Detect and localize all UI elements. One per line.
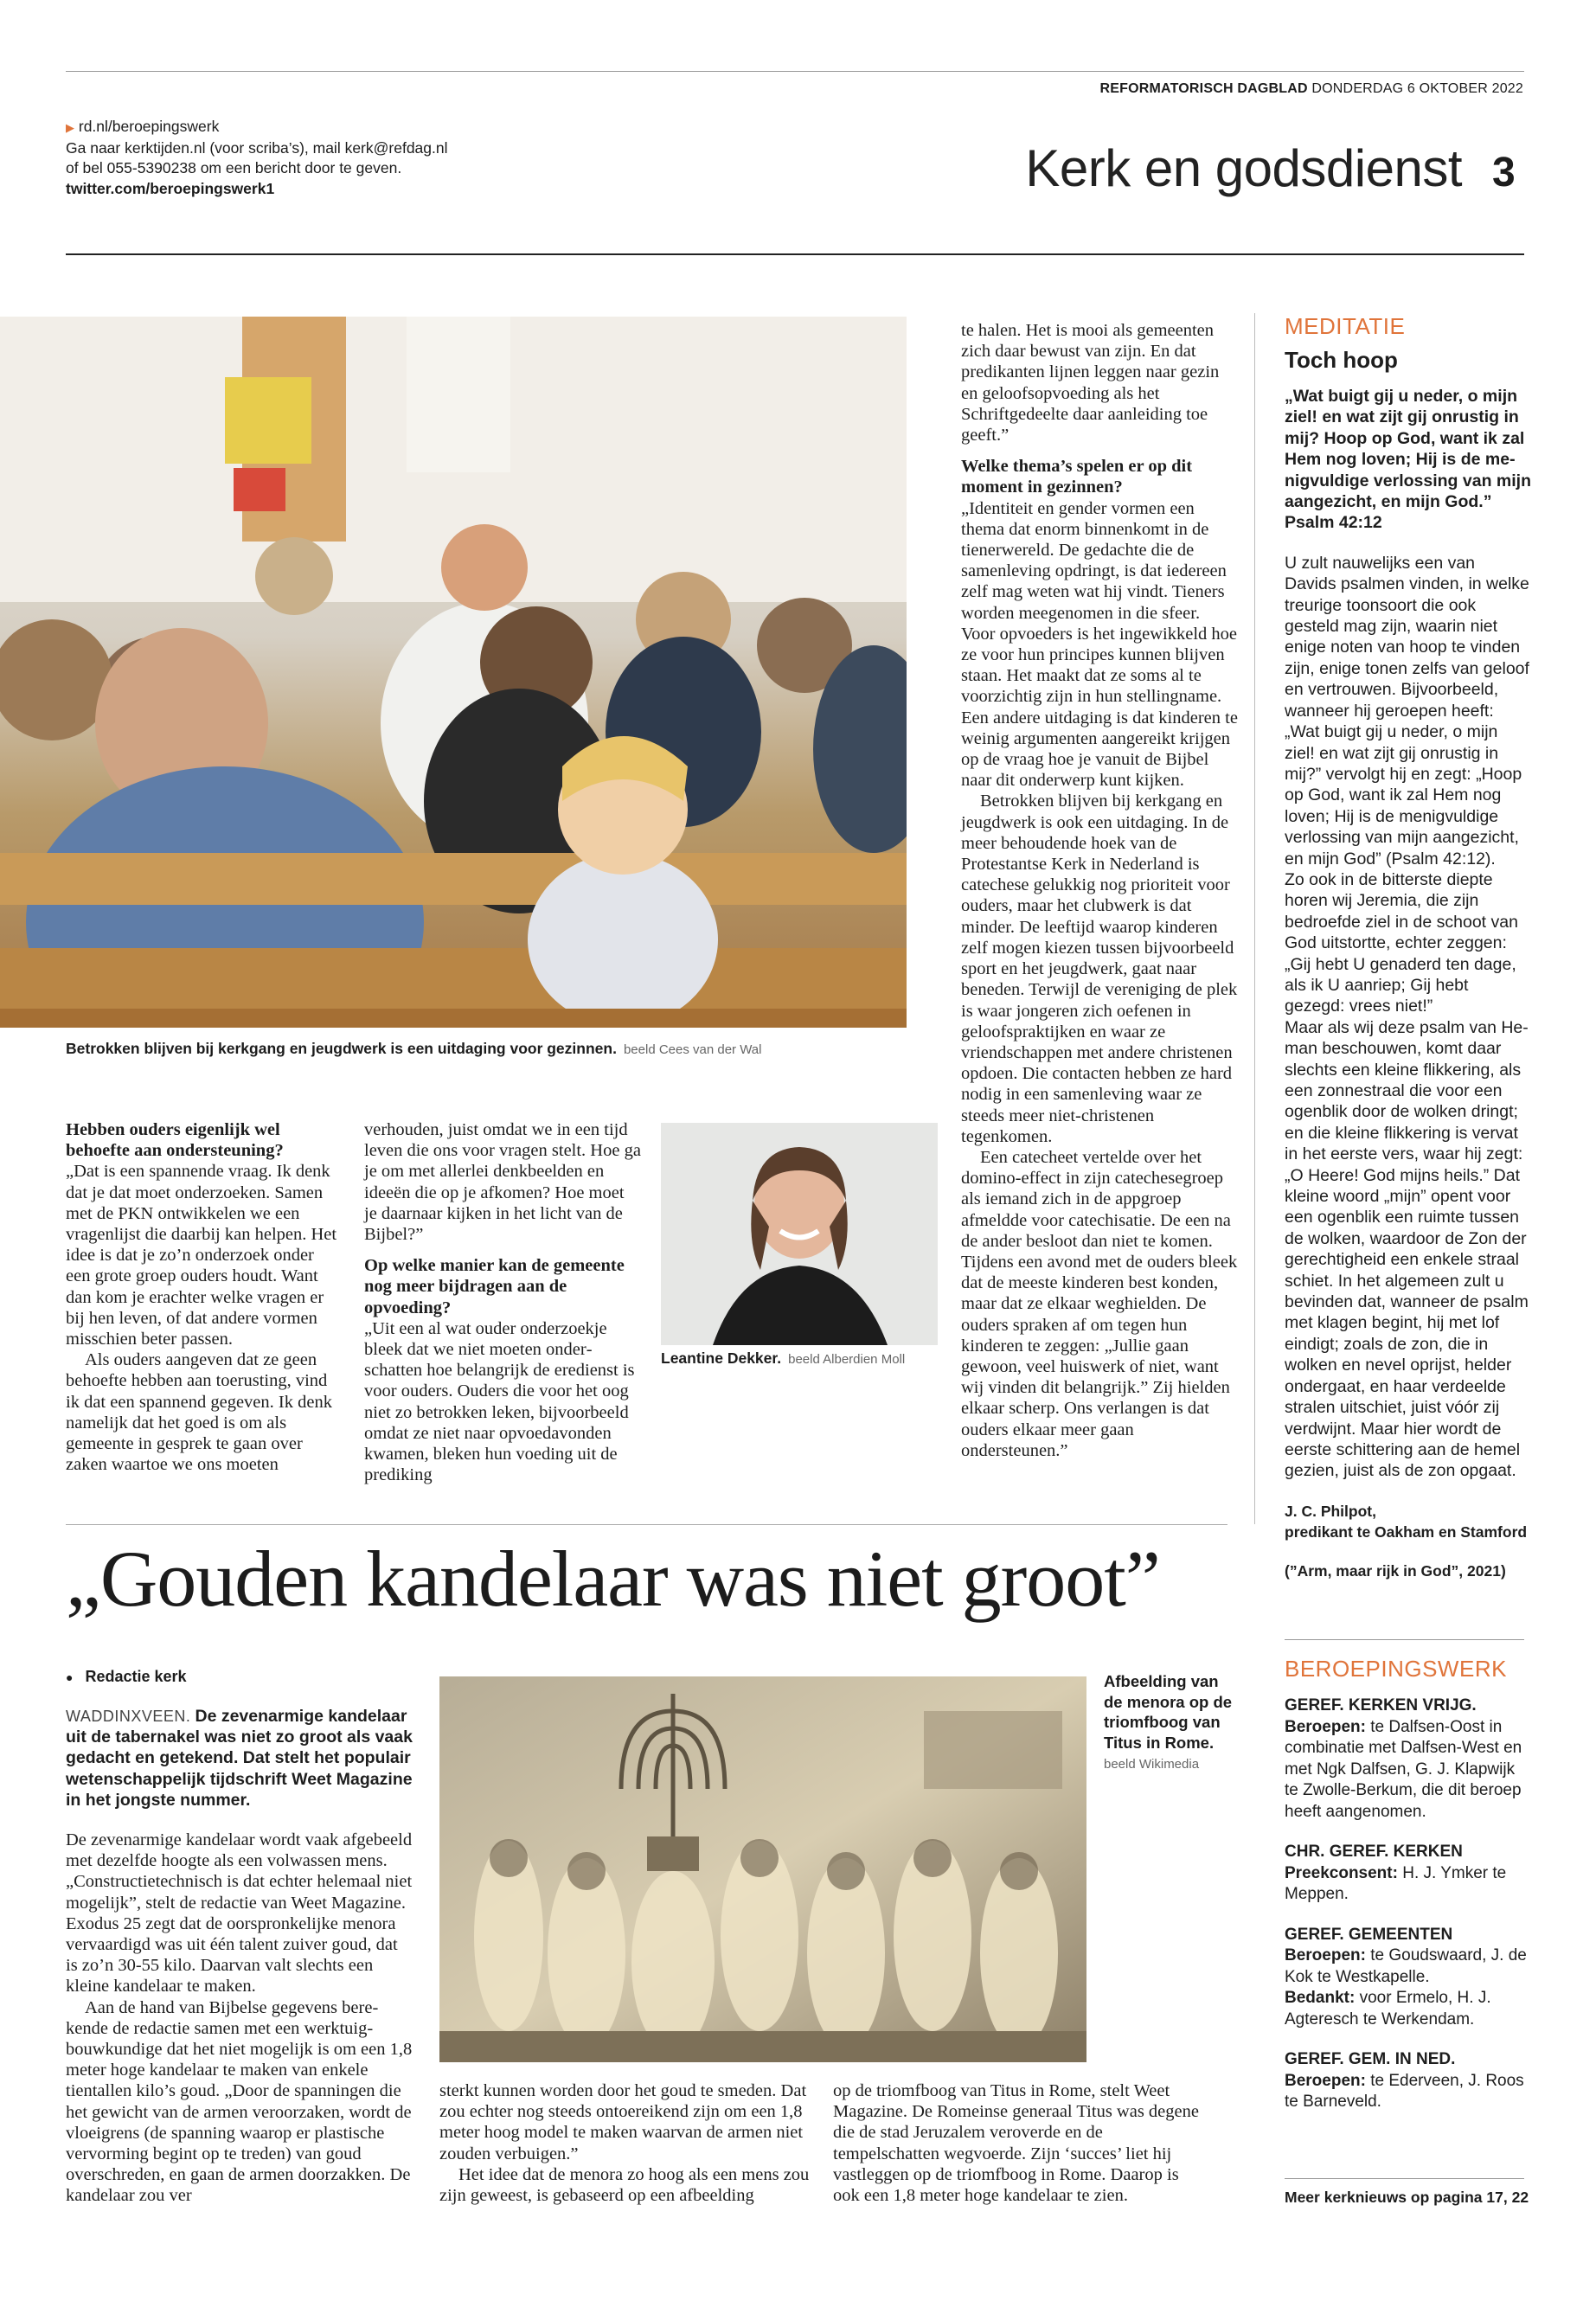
interview-paragraph: „Identiteit en gender vormen een thema dat enorm binnenkomt in de tienerwereld. De gedachte die de samenleving opdringt, is dat iedereen zelf mag weten wat hij vindt. Tieners worden meegenomen in die sfeer. Voor opvoeders is het ingewikkeld hoe ze voor hun principes kunnen blijven staan. Het maakt dat ze soms al te voorzichtig zijn in hun stellingname. Een andere uitdaging is dat kinderen te weinig argumenten aangereikt krijgen op de vraag hoe je vanuit de Bijbel naar dit onderwerp kunt kijken. <box>961 498 1238 791</box>
page-number: 3 <box>1492 150 1516 195</box>
entry-text: te Goudswaard, J. de Kok te Westkapelle. <box>1285 1946 1527 1986</box>
issue-date: DONDERDAG 6 OKTOBER 2022 <box>1311 81 1523 96</box>
top-photo-caption-text: Betrokken blijven bij kerkgang en jeugdwerk is een uitdaging voor gezinnen. <box>66 1040 617 1057</box>
entry-kind: Preekconsent: <box>1285 1863 1398 1882</box>
beroepingswerk-bottom-rule <box>1285 2178 1524 2179</box>
entry-text: te Ederveen, J. Roos te Barneveld. <box>1285 2071 1524 2111</box>
portrait-photo <box>661 1123 938 1345</box>
paper-name: REFORMATORISCH DAGBLAD <box>1099 81 1308 96</box>
interview-question: Hebben ouders eigenlijk wel behoefte aan ondersteuning? <box>66 1120 284 1161</box>
byline <box>66 1668 187 1686</box>
top-photo-credit: beeld Cees van der Wal <box>623 1042 762 1057</box>
meditatie-author-role: predikant te Oakham en Stamford <box>1285 1523 1528 1541</box>
entry-kind: Beroepen: <box>1285 1717 1366 1736</box>
beroep-entry <box>1285 2071 1531 2113</box>
menora-photo <box>439 1676 1086 2062</box>
denomination-name: GEREF. KERKEN VRIJG. <box>1285 1696 1477 1715</box>
meditatie-label: MEDITATIE <box>1285 313 1406 339</box>
sidebar-divider <box>1254 313 1255 1524</box>
article-lead: De zevenarmige kandelaar uit de tabernakel was niet zo groot als vaak gedacht en getekend. Dat stelt het populair wetenschappelijk tijdschrift Weet Magazine in het jongste nummer. <box>66 1707 413 1810</box>
denomination-name: CHR. GEREF. KERKEN <box>1285 1843 1463 1861</box>
entry-kind: Beroepen: <box>1285 1946 1366 1965</box>
denomination-name: GEREF. GEM. IN NED. <box>1285 2050 1456 2068</box>
portrait-caption-text: Leantine Dekker. <box>661 1349 782 1367</box>
interview-question: Op welke manier kan de gemeente nog meer bijdragen aan de opvoeding? <box>364 1256 625 1317</box>
top-rule <box>66 71 1524 72</box>
entry-kind: Beroepen: <box>1285 2071 1366 2090</box>
beroepingswerk-link[interactable]: rd.nl/beroepingswerk <box>78 118 220 135</box>
menora-relief-illustration <box>439 1676 1086 2062</box>
meditatie-title: Toch hoop <box>1285 347 1398 373</box>
interview-paragraph: Betrokken blijven bij kerkgang en jeugdwerk is ook een uitdaging. In de meer behoudende hoek van de Protestantse Kerk in Nederland is catechese gelukkig nog prioriteit voor ouders, maar het clubwerk is dat minder. De leeftijd waarop kinderen zelf mogen kiezen tussen bijvoorbeeld sport en het jeugdwerk, gaat naar beneden. Terwijl de vereniging de plek is waar jongeren zich oefenen in geloofspraktijken en waar ze vriendschappen met andere christenen opdoen. Die contacten hebben ze hard nodig in een samenleving waar ze steeds meer niet-christenen tegenkomen. <box>961 792 1238 1146</box>
beroep-entry <box>1285 1863 1531 1906</box>
article-paragraph: sterkt kunnen worden door het goud te smeden. Dat zou echter nog steeds ontoereikend zijn om een 1,8 meter hoog model te maken waarvan de armen niet zouden verbuigen.” <box>439 2081 807 2163</box>
portrait-credit: beeld Alberdien Moll <box>788 1352 906 1367</box>
interview-column-1 <box>66 1119 343 1475</box>
paper-dateline <box>1100 81 1524 97</box>
interview-column-2 <box>364 1119 641 1485</box>
interview-question: Welke thema’s spelen er op dit moment in gezinnen? <box>961 457 1193 497</box>
beroepingswerk-label: BEROEPINGSWERK <box>1285 1656 1507 1682</box>
arrow-right-icon: ▶ <box>66 121 74 134</box>
menora-caption-text: Afbeelding van de menora op de triomfboog van Titus in Rome. <box>1104 1672 1233 1752</box>
bullet-icon: ● <box>66 1670 74 1684</box>
interview-paragraph: Een catecheet vertelde over het domino-effect in zijn catechesegroep als iemand zich in de appgroep afmeldde voor catechisatie. De een na de ander besloot dan niet te komen. Tijdens een avond met de ouders bleek dat de meeste kinderen best konden, maar dat ze elkaar weghielden. De ouders spraken af om tegen hun kinderen te zeggen: „Jullie gaan gewoon, veel huiswerk of niet, want wij vinden dit belangrijk.” Zij hielden elkaar scherp. Ons verlangen is dat ouders elkaar meer gaan ondersteunen.” <box>961 1147 1238 1460</box>
beroep-entry <box>1285 1945 1531 1988</box>
article-headline: „Gouden kandelaar was niet groot” <box>66 1535 1160 1623</box>
interview-paragraph: Als ouders aangeven dat ze geen behoefte hebben aan toerusting, vind ik dat een spannend gegeven. Ik denk namelijk dat het goed is om als gemeente in gesprek te gaan over zaken waartoe we ons moeten <box>66 1350 332 1475</box>
beroep-entry <box>1285 1717 1531 1823</box>
menora-caption <box>1104 1671 1234 1775</box>
portrait-illustration <box>661 1123 938 1345</box>
article-column-1 <box>66 1706 413 2207</box>
beroepingswerk-block <box>1285 1654 1531 2113</box>
article-paragraph: Het idee dat de menora zo hoog als een mens zou zijn geweest, is gebaseerd op een afbeelding <box>439 2164 810 2206</box>
entry-kind: Bedankt: <box>1285 1989 1356 2007</box>
section-title: Kerk en godsdienst <box>1025 139 1462 197</box>
entry-text: te Dalfsen-Oost in combinatie met Dalfsen-West en met Ngk Dalfsen, G. J. Klapwijk te Zwolle-Berkum, die dit beroep heeft aangenomen. <box>1285 1717 1522 1821</box>
top-photo-caption <box>66 1040 761 1058</box>
article-paragraph: op de triomfboog van Titus in Rome, stelt Weet Magazine. De Romeinse generaal Titus was degene die de stad Jeruzalem veroverde en de tempelschatten wegvoerde. Zijn ‘succes’ liet hij vastleggen op de triomfboog in Rome. Daarop is ook een 1,8 meter hoge kandelaar te zien. <box>833 2081 1199 2206</box>
meditatie-ref: Psalm 42:12 <box>1285 513 1382 533</box>
meditatie-block <box>1285 311 1531 1581</box>
menora-credit: beeld Wikimedia <box>1104 1757 1200 1772</box>
meditatie-author: J. C. Philpot, <box>1285 1502 1376 1520</box>
beroep-entry <box>1285 1988 1531 2030</box>
entry-text: voor Ermelo, H. J. Agteresch te Werkendam. <box>1285 1989 1491 2029</box>
interview-paragraph: te halen. Het is mooi als gemeenten zich daar bewust van zijn. En dat predikanten lijnen leggen naar gezin en geloofsopvoeding als het Schriftgedeelte daar aanleiding toe geeft.” <box>961 321 1220 445</box>
portrait-caption <box>661 1349 905 1368</box>
meditatie-source: (”Arm, maar rijk in God”, 2021) <box>1285 1561 1506 1580</box>
header-rule <box>66 253 1524 255</box>
article-paragraph: Aan de hand van Bijbelse gegevens berekende de redactie samen met een werktuigbouwkundige dat het niet mogelijk is om een 1,8 meter hoge kandelaar te maken van enkele tientallen kilo’s goud. „Door de spanningen die het gewicht van de armen veroorzaken, wordt de vloeigrens (de spanning waarop er plastische vervorming begint op te treden) van goud overschreden, en gaan de armen doorzakken. De kandelaar zou ver <box>66 1997 413 2206</box>
article-column-2 <box>439 2080 811 2206</box>
article-column-3 <box>833 2080 1205 2206</box>
contact-line-2: of bel 055-5390238 om een bericht door te geven. <box>66 159 402 176</box>
more-news-link[interactable]: Meer kerknieuws op pagina 17, 22 <box>1285 2189 1529 2206</box>
article-dateline: WADDINXVEEN. <box>66 1708 191 1725</box>
denomination-name: GEREF. GEMEENTEN <box>1285 1925 1453 1944</box>
twitter-link[interactable]: twitter.com/beroepingswerk1 <box>66 179 275 197</box>
contact-line-1: Ga naar kerktijden.nl (voor scriba’s), mail kerk@refdag.nl <box>66 138 448 157</box>
byline-text: Redactie kerk <box>85 1668 187 1685</box>
contact-block <box>66 117 448 199</box>
church-photo <box>0 317 907 1028</box>
entry-text: H. J. Ymker te Meppen. <box>1285 1863 1507 1903</box>
interview-column-3 <box>961 320 1238 1461</box>
interview-paragraph: verhouden, juist omdat we in een tijd leven die ons voor vragen stelt. Hoe ga je om met allerlei denkbeelden en ideeën die op je afkomen? Hoe moet je daarnaar kijken in het licht van de Bijbel?” <box>364 1120 641 1245</box>
meditatie-paragraph: Zo ook in de bitterste diepte horen wij Jeremia, die zijn bedroefde ziel in de schoot van God uitstortte, echter zeggen: „Gij hebt U genaderd ten dage, als ik U aanriep; Gij hebt gezegd: vrees niet!” <box>1285 869 1518 1016</box>
article-paragraph: De zevenarmige kandelaar wordt vaak afgebeeld met dezelfde hoogte als een volwassen mens. „Constructietechnisch is dat echter helemaal niet mogelijk”, stelt de redactie van Weet Magazine. Exodus 25 zegt dat de oorspronkelijke menora vervaardigd was uit één talent zuiver goud, dat is zo’n 30-55 kilo. Daarvan valt slechts een kleine kandelaar te maken. <box>66 1830 413 1997</box>
headline-rule <box>66 1524 1227 1525</box>
meditatie-quote: „Wat buigt gij u neder, o mijn ziel! en wat zijt gij onrustig in mij? Hoop op God, want ik zal Hem nog loven; Hij is de menigvuldige verlossing van mijn aangezicht, en mijn God.” <box>1285 387 1531 512</box>
interview-paragraph: „Uit een al wat ouder onderzoekje bleek dat we niet moeten onderschatten hoe belangrijk de eredienst is voor ouders. Ouders die voor het oog niet zo betrokken leken, bijvoorbeeld omdat ze niet naar opvoedavonden kwamen, bleken hun voeding uit de prediking <box>364 1318 635 1485</box>
meditatie-paragraph: Maar als wij deze psalm van Heman beschouwen, komt daar slechts een kleine flikkering, als een zonnestraal die voor een ogenblik door de wolken dringt; en die kleine flikkering is vervat in het eerste vers, waar hij zegt: „O Heere! God mijns heils.” Dat kleine woord „mijn” opent voor een ogenblik een ruimte tussen de wolken, waardoor de Zon der gerechtigheid een enkele straal schiet. In het algemeen zult u bevinden dat, wanneer de psalm met klagen begint, hij met lof eindigt; zoals de zon, die in wolken en nevel oprijst, helder ondergaat, en haar verdeelde stralen uitschiet, juist vóór zij verdwijnt. Maar hier wordt de eerste schittering aan de hemel gezien, juist als de zon opgaat. <box>1285 1017 1529 1481</box>
meditatie-paragraph: U zult nauwelijks een van Davids psalmen vinden, in welke treurige toonsoort die ook gesteld mag zijn, waarin niet enige noten van hoop te vinden zijn, enige tonen zelfs van geloof en vertrouwen. Bijvoorbeeld, wanneer hij geroepen heeft: „Wat buigt gij u neder, o mijn ziel! en wat zijt gij onrustig in mij?” vervolgt hij en zegt: „Hoop op God, want ik zal Hem nog loven; Hij is de menigvuldige verlossing van mijn aangezicht, en mijn God” (Psalm 42:12). <box>1285 553 1529 868</box>
beroepingswerk-top-rule <box>1285 1639 1524 1640</box>
interview-paragraph: „Dat is een spannende vraag. Ik denk dat je dat moet onderzoeken. Samen met de PKN ontwikkelen we een vragenlijst die daarbij kan helpen. Het idee is dat je zo’n onderzoek onder een grote groep ouders houdt. Want dan kom je erachter welke vragen er bij hen leven, of dat andere vormen misschien beter passen. <box>66 1162 337 1349</box>
church-photo-illustration <box>0 317 907 1028</box>
